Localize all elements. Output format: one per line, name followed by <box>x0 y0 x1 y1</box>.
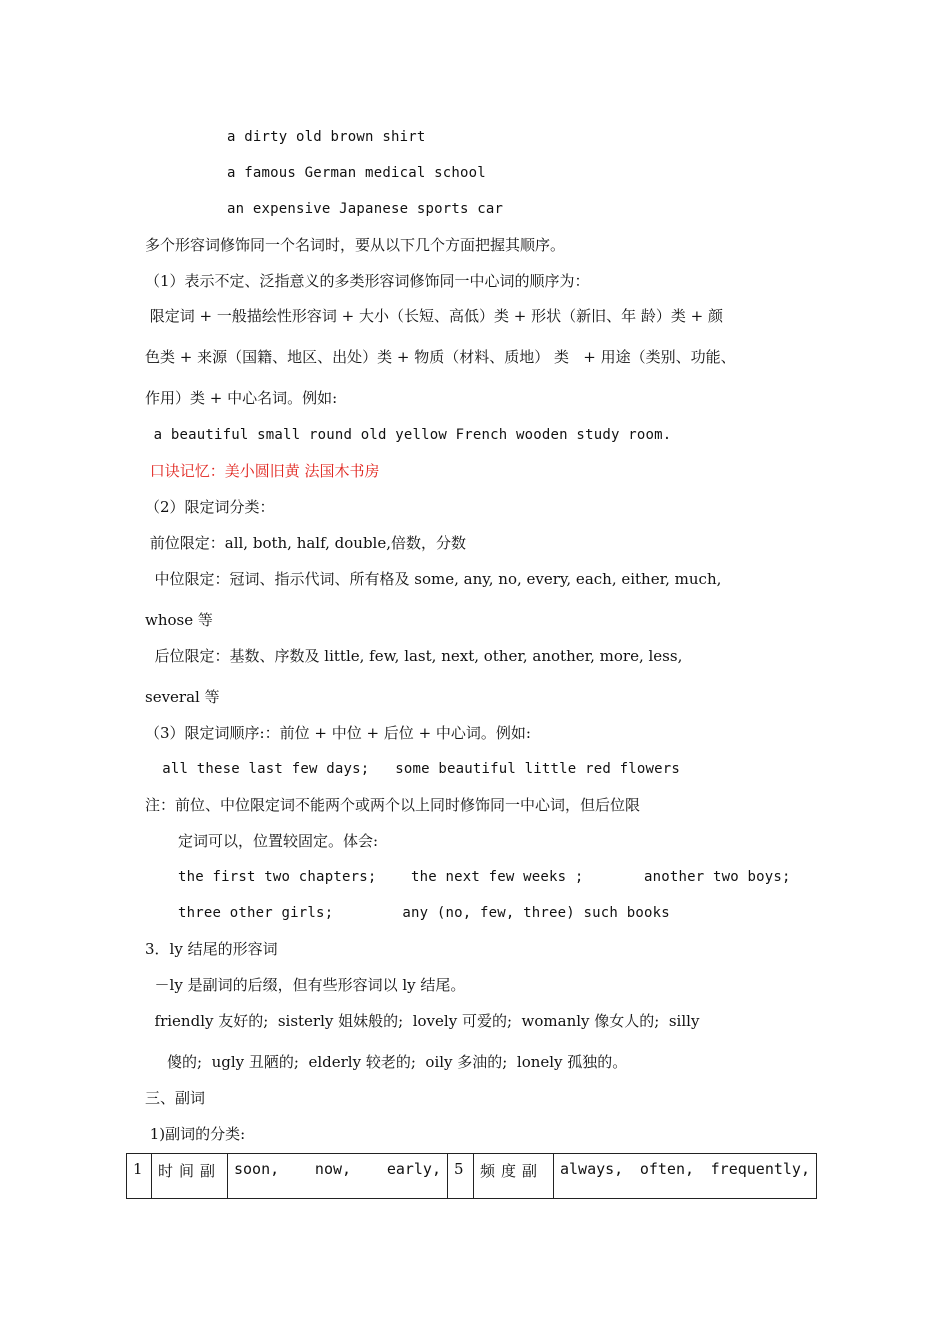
adverb-classification-table <box>126 1153 817 1199</box>
table-cell-number: 1 <box>127 1154 152 1199</box>
table-cell-words <box>228 1154 448 1199</box>
table-word: often, <box>639 1160 695 1178</box>
example-line-2: a famous German medical school <box>227 165 486 181</box>
section1-example: a beautiful small round old yellow French wooden study room. <box>145 427 672 443</box>
adverb-title: 三、副词 <box>145 1089 206 1107</box>
postdeterminers-1: 后位限定：基数、序数及 little, few, last, next, other, another, more, less, <box>145 647 683 665</box>
section2-title: （2）限定词分类： <box>145 498 275 516</box>
section3-example: all these last few days; some beautiful little red flowers <box>145 761 680 777</box>
table-cell-words <box>554 1154 817 1199</box>
note-example-2: three other girls; any (no, few, three) such books <box>178 905 670 921</box>
section1-body-1: 限定词 + 一般描绘性形容词 + 大小（长短、高低）类 + 形状（新旧、年 龄）类 + 颜 <box>145 307 723 325</box>
ly-words-2: 傻的; ugly 丑陋的; elderly 较老的; oily 多油的; lonely 孤独的。 <box>167 1053 628 1071</box>
note-line-1: 注：前位、中位限定词不能两个或两个以上同时修饰同一中心词，但后位限 <box>145 796 641 814</box>
table-word: early, <box>386 1160 441 1178</box>
postdeterminers-2: several 等 <box>145 688 220 706</box>
central-determiners-1: 中位限定：冠词、指示代词、所有格及 some, any, no, every, each, either, much, <box>145 570 722 588</box>
central-determiners-2: whose 等 <box>145 611 213 629</box>
table-cell-type: 时间副 <box>152 1154 228 1199</box>
table-cell-type: 频度副 <box>474 1154 554 1199</box>
predeterminers: 前位限定：all, both, half, double,倍数，分数 <box>145 534 466 552</box>
table-row <box>127 1154 817 1199</box>
intro-text: 多个形容词修饰同一个名词时，要从以下几个方面把握其顺序。 <box>145 236 566 254</box>
table-cell-number: 5 <box>448 1154 474 1199</box>
section1-title: （1）表示不定、泛指意义的多类形容词修饰同一中心词的顺序为： <box>145 272 590 290</box>
table-word: soon, <box>234 1160 280 1178</box>
ly-description: －ly 是副词的后缀，但有些形容词以 ly 结尾。 <box>145 976 466 994</box>
adverb-subtitle: 1)副词的分类: <box>145 1125 246 1143</box>
table-word: now, <box>314 1160 352 1178</box>
ly-title: 3．ly 结尾的形容词 <box>145 940 278 958</box>
example-line-1: a dirty old brown shirt <box>227 129 426 145</box>
example-line-3: an expensive Japanese sports car <box>227 201 504 217</box>
section1-body-3: 作用）类 + 中心名词。例如: <box>145 389 338 407</box>
table-word: frequently, <box>710 1160 810 1178</box>
note-example-1: the first two chapters; the next few weeks ; another two boys; <box>178 869 791 885</box>
mnemonic: 口诀记忆：美小圆旧黄 法国木书房 <box>145 462 380 480</box>
table-word: always, <box>560 1160 624 1178</box>
section1-body-2: 色类 + 来源（国籍、地区、出处）类 + 物质（材料、质地） 类 + 用途（类别、功能、 <box>145 348 736 366</box>
section3-title: （3）限定词顺序:：前位 + 中位 + 后位 + 中心词。例如: <box>145 724 531 742</box>
ly-words-1: friendly 友好的; sisterly 姐妹般的; lovely 可爱的; womanly 像女人的; silly <box>145 1012 700 1030</box>
note-line-2: 定词可以，位置较固定。体会: <box>178 832 379 850</box>
